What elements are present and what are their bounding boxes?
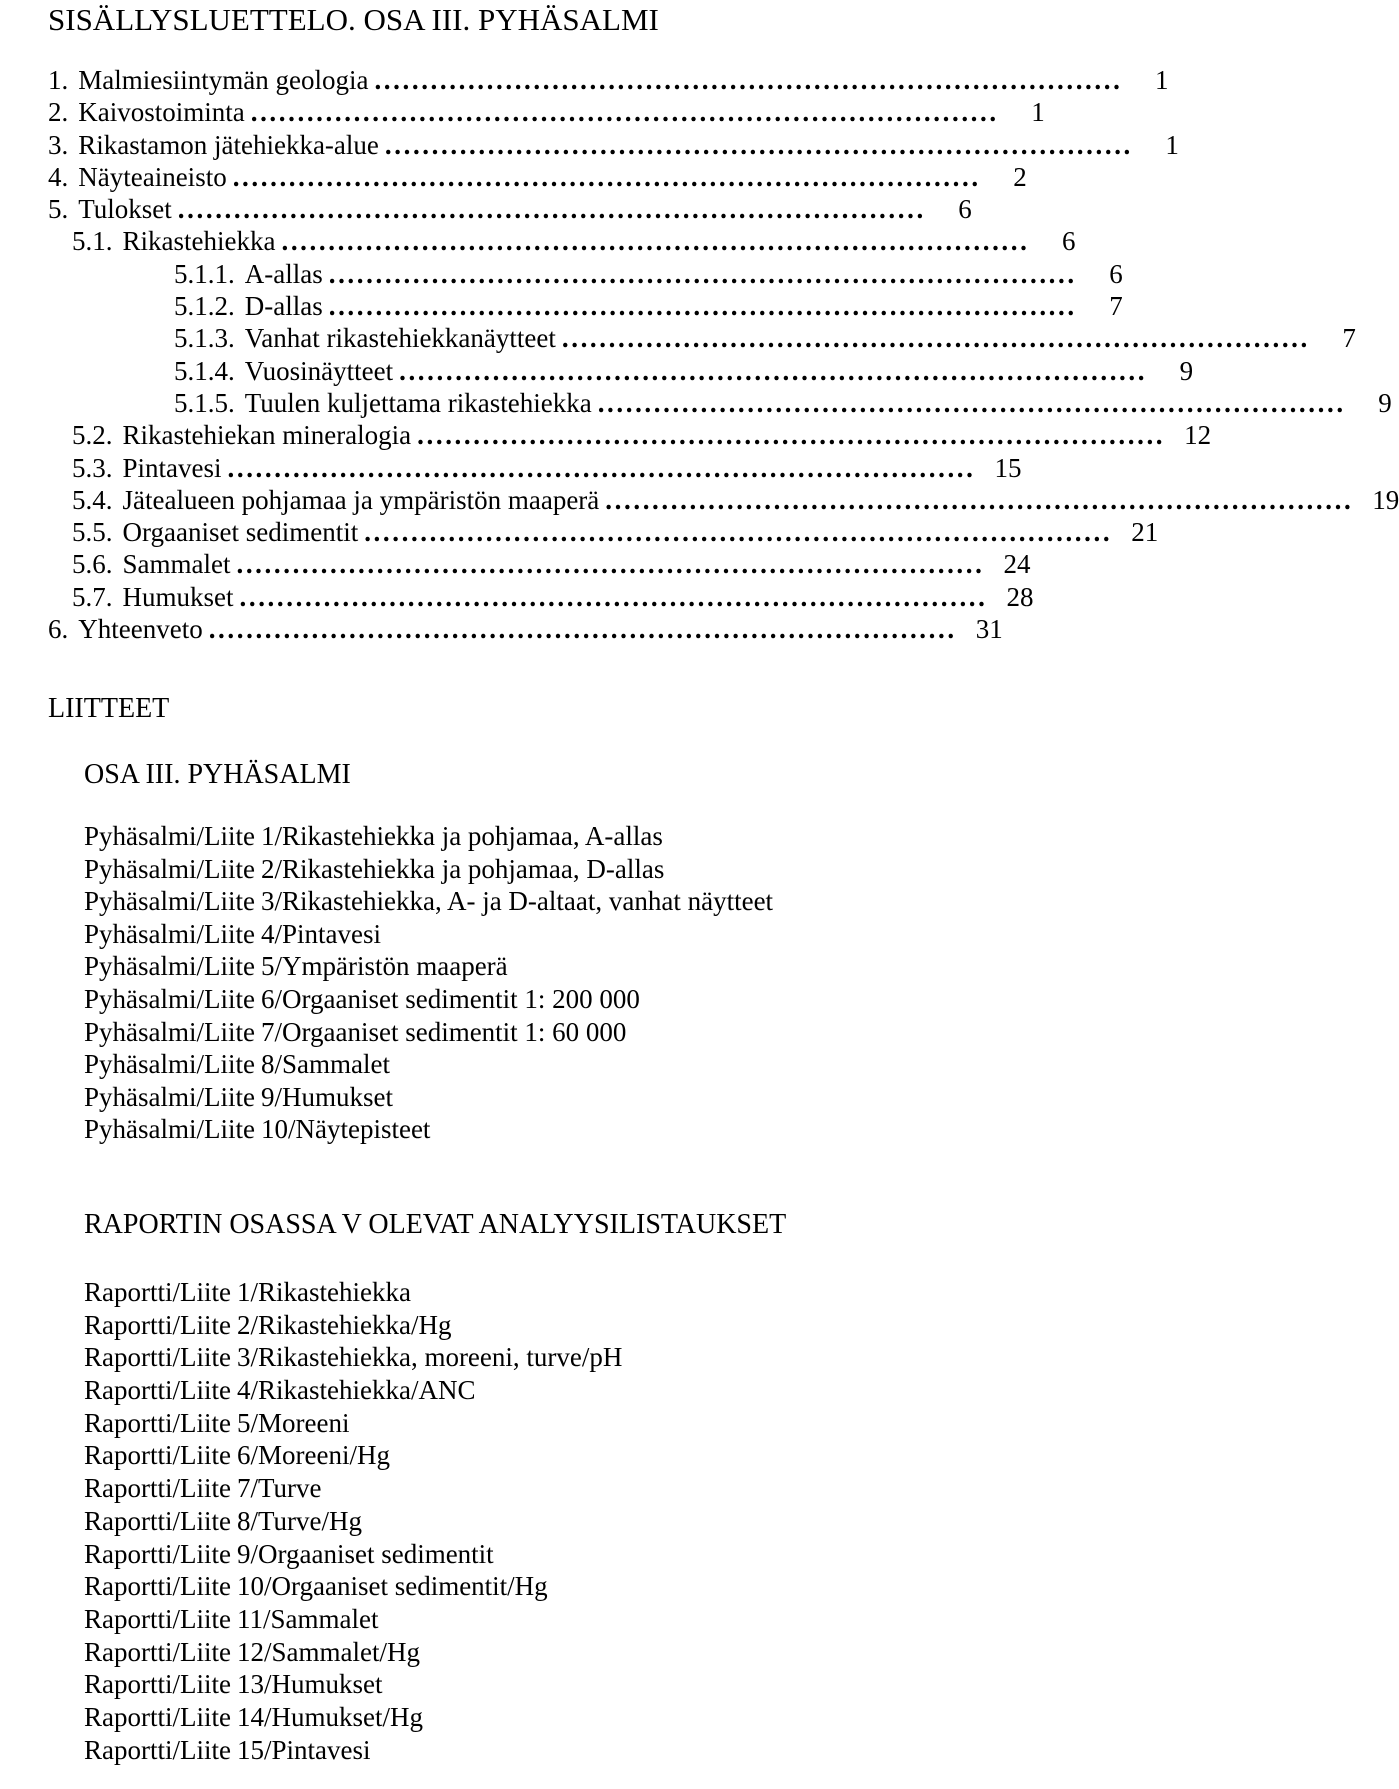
toc-entry-page: 24 [1003, 549, 1031, 580]
appendix-prefix: Pyhäsalmi/Liite [84, 1081, 255, 1112]
toc-entry [48, 548, 1031, 580]
toc-entry-number: 5.1.5. [174, 387, 235, 418]
appendix-text: 7/Orgaaniset sedimentit 1: 60 000 [260, 1016, 627, 1047]
report-item [84, 1538, 924, 1571]
page-heading: SISÄLLYSLUETTELO. OSA III. PYHÄSALMI [48, 2, 659, 37]
toc-entry-number: 5.4. [72, 484, 113, 515]
report-item [84, 1407, 924, 1440]
report-item [84, 1668, 924, 1701]
toc-entry-title: Vuosinäytteet [244, 355, 394, 386]
toc-entry-page: 6 [1061, 226, 1076, 257]
toc-entry-title: Tuulen kuljettama rikastehiekka [244, 387, 592, 418]
toc-entry-number: 5.5. [72, 517, 113, 548]
appendix-text: 8/Sammalet [260, 1049, 390, 1080]
toc-entry [48, 387, 1392, 419]
appendix-list [84, 820, 924, 1146]
appendix-prefix: Pyhäsalmi/Liite [84, 1016, 255, 1047]
report-text: 10/Orgaaniset sedimentit/Hg [236, 1571, 548, 1602]
toc-entry-title: Näyteaineisto [78, 161, 227, 192]
appendix-text: 2/Rikastehiekka ja pohjamaa, D-allas [260, 853, 665, 884]
appendix-item [84, 918, 924, 951]
toc-entry [48, 129, 1179, 161]
report-item [84, 1472, 924, 1505]
toc-leader-dots: ................................................................................ [328, 291, 1077, 322]
toc-leader-dots: ................................................................................ [384, 129, 1133, 160]
report-item [84, 1505, 924, 1538]
toc-entry-page: 1 [1031, 97, 1045, 128]
toc-entry-page: 21 [1131, 517, 1159, 548]
appendix-prefix: Pyhäsalmi/Liite [84, 821, 255, 851]
report-text: 8/Turve/Hg [236, 1505, 363, 1536]
toc-entry-number: 3. [48, 129, 69, 160]
toc-entry [48, 581, 1034, 613]
report-text: 5/Moreeni [236, 1407, 350, 1438]
report-item [84, 1341, 924, 1374]
appendix-item [84, 853, 924, 886]
report-item [84, 1374, 924, 1407]
report-prefix: Raportti/Liite [84, 1407, 231, 1438]
appendix-item [84, 1113, 924, 1146]
toc-entry-page: 6 [1109, 258, 1123, 289]
toc-leader-dots: ................................................................................ [399, 355, 1148, 386]
appendix-text: 5/Ympäristön maaperä [260, 951, 508, 982]
toc-entry [48, 225, 1076, 257]
appendix-text: 1/Rikastehiekka ja pohjamaa, A-allas [260, 821, 663, 851]
toc-entry-page: 7 [1109, 291, 1123, 322]
toc-entry [48, 96, 1045, 128]
toc-entry-title: Malmiesiintymän geologia [78, 65, 369, 95]
toc-entry [48, 419, 1212, 451]
appendices-title: LIITTEET [48, 693, 170, 724]
report-prefix: Raportti/Liite [84, 1277, 231, 1307]
toc-entry-title: Kaivostoiminta [78, 97, 245, 128]
toc-entry [48, 613, 1003, 645]
toc-leader-dots: ................................................................................ [239, 581, 988, 612]
appendix-text: 6/Orgaaniset sedimentit 1: 200 000 [260, 983, 640, 1014]
report-text: 13/Humukset [236, 1669, 383, 1700]
report-prefix: Raportti/Liite [84, 1538, 231, 1569]
toc-entry [48, 258, 1123, 290]
toc-entry-number: 5. [48, 194, 69, 225]
appendix-item [84, 1016, 924, 1049]
report-text: 1/Rikastehiekka [236, 1277, 411, 1307]
report-item [84, 1734, 924, 1767]
toc-leader-dots: ................................................................................ [597, 387, 1346, 418]
toc-entry-page: 28 [1006, 581, 1034, 612]
toc-entry [48, 64, 1169, 96]
report-item [84, 1701, 924, 1734]
toc-entry-number: 5.2. [72, 420, 113, 451]
report-text: 3/Rikastehiekka, moreeni, turve/pH [236, 1342, 623, 1373]
report-text: 11/Sammalet [236, 1603, 379, 1634]
toc-entry-title: Humukset [122, 581, 234, 612]
report-text: 15/Pintavesi [236, 1734, 371, 1765]
appendix-item [84, 983, 924, 1016]
toc-entry-number: 2. [48, 97, 69, 128]
toc-entry-title: Rikastehiekan mineralogia [122, 420, 412, 451]
report-prefix: Raportti/Liite [84, 1669, 231, 1700]
appendix-text: 4/Pintavesi [260, 918, 381, 949]
report-appendix-list [84, 1276, 924, 1766]
appendix-prefix: Pyhäsalmi/Liite [84, 886, 255, 917]
appendix-prefix: Pyhäsalmi/Liite [84, 951, 255, 982]
toc-entry [48, 322, 1356, 354]
toc-entry-title: D-allas [244, 291, 323, 322]
toc-entry-page: 1 [1154, 65, 1169, 95]
toc-leader-dots: ................................................................................ [364, 517, 1113, 548]
report-text: 14/Humukset/Hg [236, 1701, 423, 1732]
report-text: 6/Moreeni/Hg [236, 1440, 390, 1471]
toc-entry-number: 5.1.3. [174, 323, 235, 354]
toc-leader-dots: ................................................................................ [374, 65, 1123, 95]
report-section-title: RAPORTIN OSASSA V OLEVAT ANALYYSILISTAUKSET [84, 1209, 787, 1240]
toc-entry-number: 5.7. [72, 581, 113, 612]
report-item [84, 1636, 924, 1669]
toc-entry-page: 31 [975, 614, 1003, 645]
appendix-prefix: Pyhäsalmi/Liite [84, 853, 255, 884]
toc-leader-dots: ................................................................................ [561, 323, 1310, 354]
report-item [84, 1276, 924, 1309]
toc-entry-page: 6 [958, 194, 972, 225]
toc-leader-dots: ................................................................................ [177, 194, 926, 225]
toc-entry-number: 1. [48, 65, 69, 95]
toc-leader-dots: ................................................................................ [281, 226, 1030, 257]
report-prefix: Raportti/Liite [84, 1473, 231, 1504]
appendix-text: 9/Humukset [260, 1081, 393, 1112]
table-of-contents [48, 64, 1399, 645]
report-prefix: Raportti/Liite [84, 1734, 231, 1765]
toc-leader-dots: ................................................................................ [605, 484, 1354, 515]
appendix-item [84, 820, 924, 853]
toc-entry [48, 355, 1194, 387]
toc-leader-dots: ................................................................................ [236, 549, 985, 580]
toc-entry [48, 161, 1027, 193]
part-title: OSA III. PYHÄSALMI [84, 759, 351, 790]
toc-entry-title: Yhteenveto [78, 614, 203, 645]
toc-entry [48, 484, 1399, 516]
toc-leader-dots: ................................................................................ [417, 420, 1166, 451]
appendix-item [84, 1081, 924, 1114]
toc-entry-number: 5.1.2. [174, 291, 235, 322]
toc-entry [48, 290, 1123, 322]
toc-entry-page: 7 [1342, 323, 1356, 354]
toc-entry-title: Rikastehiekka [122, 226, 276, 257]
toc-leader-dots: ................................................................................ [208, 614, 957, 645]
toc-entry-page: 12 [1184, 420, 1212, 451]
toc-entry-title: A-allas [244, 258, 323, 289]
report-prefix: Raportti/Liite [84, 1342, 231, 1373]
appendix-prefix: Pyhäsalmi/Liite [84, 1114, 255, 1145]
report-text: 2/Rikastehiekka/Hg [236, 1309, 452, 1340]
toc-entry-number: 5.6. [72, 549, 113, 580]
appendix-prefix: Pyhäsalmi/Liite [84, 983, 255, 1014]
report-prefix: Raportti/Liite [84, 1440, 231, 1471]
report-prefix: Raportti/Liite [84, 1636, 231, 1667]
report-prefix: Raportti/Liite [84, 1309, 231, 1340]
toc-entry [48, 452, 1022, 484]
toc-entry-page: 19 [1372, 484, 1399, 515]
toc-entry-number: 5.1. [72, 226, 113, 257]
toc-entry-title: Pintavesi [122, 452, 222, 483]
report-prefix: Raportti/Liite [84, 1505, 231, 1536]
toc-entry-number: 4. [48, 161, 69, 192]
toc-entry-number: 5.3. [72, 452, 113, 483]
report-item [84, 1439, 924, 1472]
toc-entry-page: 9 [1179, 355, 1194, 386]
report-text: 7/Turve [236, 1473, 322, 1504]
appendix-prefix: Pyhäsalmi/Liite [84, 1049, 255, 1080]
report-prefix: Raportti/Liite [84, 1701, 231, 1732]
toc-entry-title: Sammalet [122, 549, 231, 580]
appendix-text: 3/Rikastehiekka, A- ja D-altaat, vanhat näytteet [260, 886, 774, 917]
toc-entry-title: Vanhat rikastehiekkanäytteet [244, 323, 556, 354]
report-text: 4/Rikastehiekka/ANC [236, 1375, 476, 1406]
appendix-item [84, 885, 924, 918]
report-prefix: Raportti/Liite [84, 1375, 231, 1406]
toc-leader-dots: ................................................................................ [232, 161, 981, 192]
report-text: 9/Orgaaniset sedimentit [236, 1538, 494, 1569]
toc-entry-number: 5.1.1. [174, 258, 235, 289]
report-item [84, 1603, 924, 1636]
toc-leader-dots: ................................................................................ [227, 452, 976, 483]
toc-entry-title: Rikastamon jätehiekka-alue [78, 129, 379, 160]
toc-leader-dots: ................................................................................ [328, 258, 1077, 289]
toc-leader-dots: ................................................................................ [250, 97, 999, 128]
appendix-item [84, 950, 924, 983]
toc-entry-page: 15 [994, 452, 1022, 483]
report-prefix: Raportti/Liite [84, 1571, 231, 1602]
appendix-prefix: Pyhäsalmi/Liite [84, 918, 255, 949]
toc-entry [48, 516, 1159, 548]
toc-entry-number: 6. [48, 614, 69, 645]
toc-entry-title: Jätealueen pohjamaa ja ympäristön maaperä [122, 484, 600, 515]
appendix-text: 10/Näytepisteet [260, 1114, 431, 1145]
toc-entry-page: 1 [1165, 129, 1179, 160]
toc-entry-title: Orgaaniset sedimentit [122, 517, 359, 548]
report-item [84, 1309, 924, 1342]
report-text: 12/Sammalet/Hg [236, 1636, 420, 1667]
toc-entry [48, 193, 972, 225]
report-prefix: Raportti/Liite [84, 1603, 231, 1634]
toc-entry-page: 2 [1013, 161, 1027, 192]
toc-entry-page: 9 [1378, 387, 1392, 418]
toc-entry-number: 5.1.4. [174, 355, 235, 386]
appendix-item [84, 1048, 924, 1081]
report-item [84, 1570, 924, 1603]
toc-entry-title: Tulokset [78, 194, 172, 225]
